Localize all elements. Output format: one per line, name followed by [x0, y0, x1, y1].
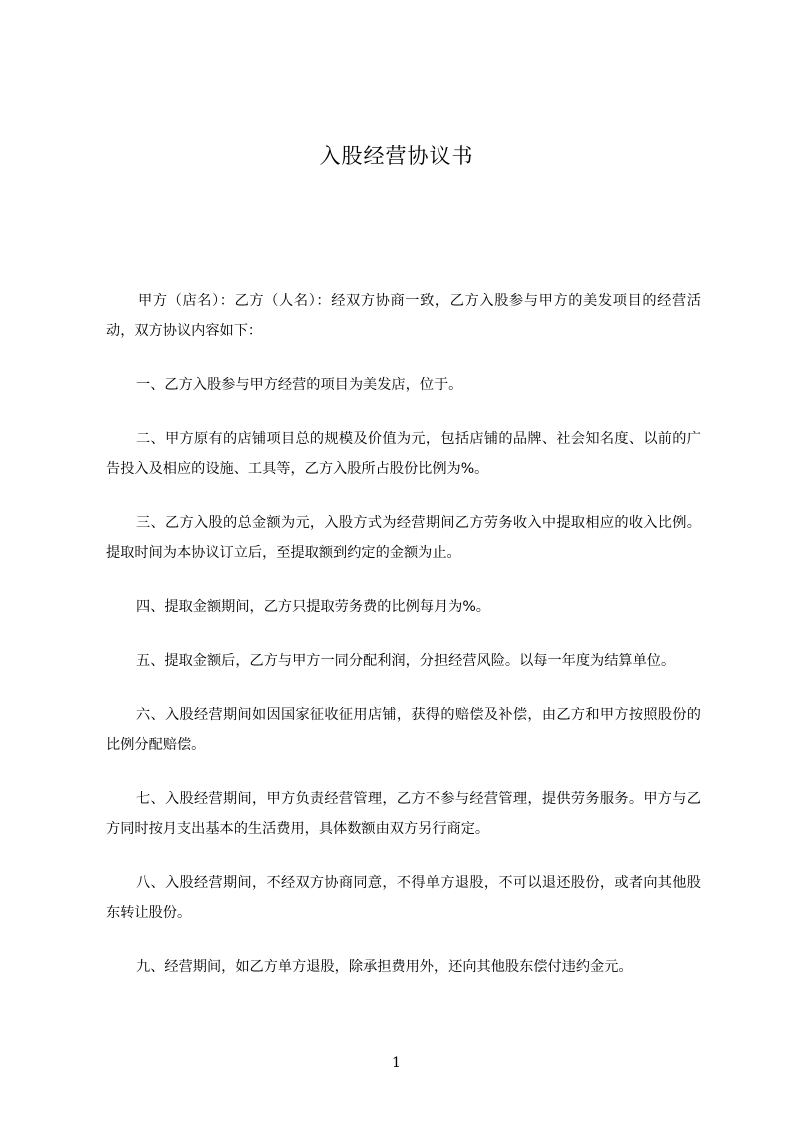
document-title: 入股经营协议书	[319, 144, 474, 168]
clause-4: 四、提取金额期间，乙方只提取劳务费的比例每月为%。	[136, 599, 490, 615]
clause-6: 六、入股经营期间如因国家征收征用店铺，获得的赔偿及补偿，由乙方和甲方按照股份的比例分配赔偿。	[106, 707, 701, 753]
clause-1: 一、乙方入股参与甲方经营的项目为美发店，位于。	[136, 377, 463, 393]
clause-7: 七、入股经营期间，甲方负责经营管理，乙方不参与经营管理，提供劳务服务。甲方与乙方同时按月支出基本的生活费用，具体数额由双方另行商定。	[106, 791, 701, 837]
intro-paragraph: 甲方（店名）：乙方（人名）：经双方协商一致，乙方入股参与甲方的美发项目的经营活动，双方协议内容如下：	[106, 293, 701, 339]
clause-8: 八、入股经营期间，不经双方协商同意，不得单方退股，不可以退还股份，或者向其他股东转让股份。	[106, 875, 701, 921]
clause-5: 五、提取金额后，乙方与甲方一同分配利润，分担经营风险。以每一年度为结算单位。	[136, 653, 676, 669]
clause-3: 三、乙方入股的总金额为元，入股方式为经营期间乙方劳务收入中提取相应的收入比例。提取时间为本协议订立后，至提取额到约定的金额为止。	[106, 515, 701, 561]
clause-2: 二、甲方原有的店铺项目总的规模及价值为元，包括店铺的品牌、社会知名度、以前的广告投入及相应的设施、工具等，乙方入股所占股份比例为%。	[106, 431, 701, 477]
document-body	[106, 286, 701, 1006]
clause-9: 九、经营期间，如乙方单方退股，除承担费用外，还向其他股东偿付违约金元。	[136, 959, 633, 975]
page-number: 1	[392, 1055, 401, 1071]
